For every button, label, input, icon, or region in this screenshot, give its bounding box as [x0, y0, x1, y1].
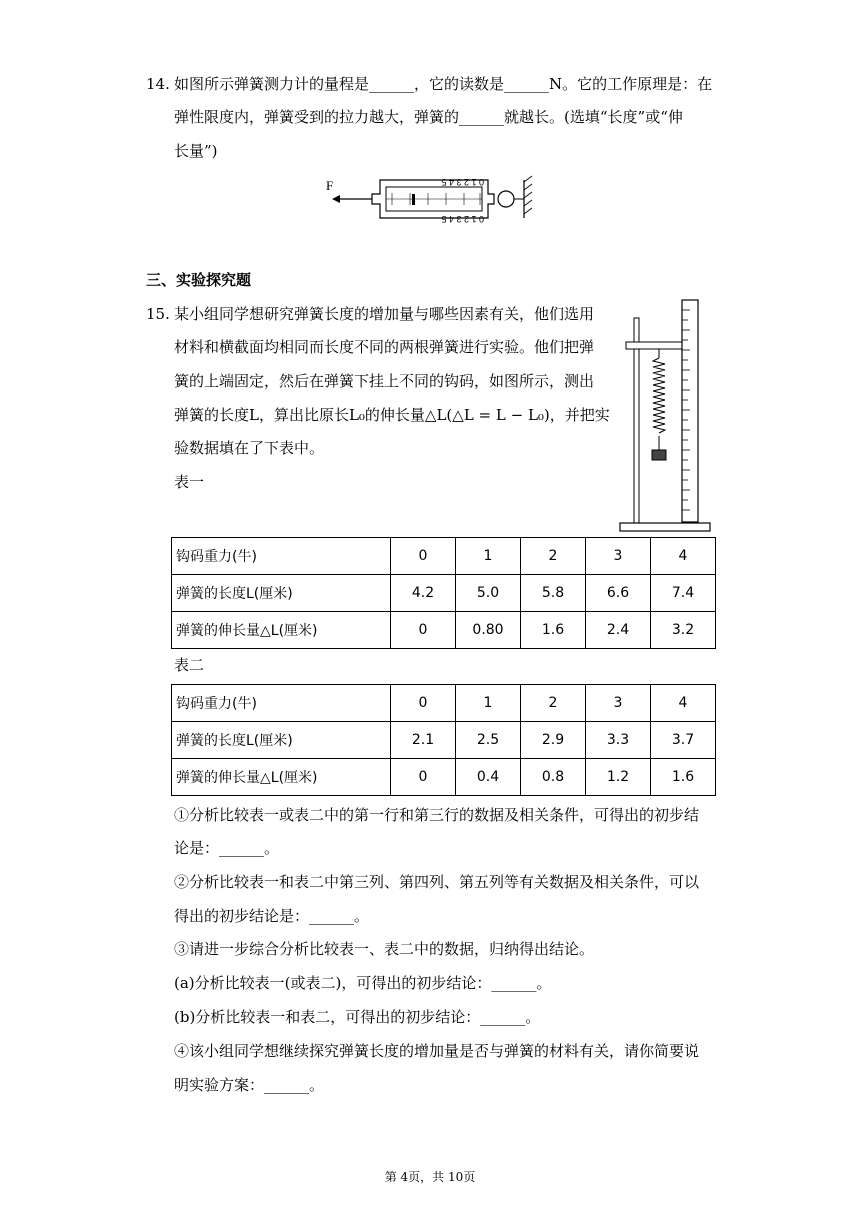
q14-text-line3: 长量”) [174, 142, 218, 160]
force-label: F [326, 178, 334, 193]
table-cell: 4 [651, 538, 716, 575]
q15-text-line1: 某小组同学想研究弹簧长度的增加量与哪些因素有关，他们选用 [174, 305, 595, 323]
table2-label: 表二 [174, 656, 205, 674]
table-cell: 2.9 [521, 722, 586, 759]
table-cell: 1 [456, 538, 521, 575]
table-cell: 4.2 [391, 575, 456, 612]
table-cell: 4 [651, 685, 716, 722]
table-row [172, 612, 716, 649]
table-cell: 0 [391, 685, 456, 722]
table-cell: 0 [391, 612, 456, 649]
row-header: 弹簧的伸长量△L(厘米) [172, 612, 391, 649]
table-cell: 3.3 [586, 722, 651, 759]
q14-text-line2: 弹性限度内，弹簧受到的拉力越大，弹簧的______就越长。(选填“长度”或“伸 [174, 108, 683, 126]
row-header: 钩码重力(牛) [172, 685, 391, 722]
table-cell: 7.4 [651, 575, 716, 612]
table-row [172, 575, 716, 612]
table-cell: 2 [521, 538, 586, 575]
table-row [172, 722, 716, 759]
table1-label: 表一 [174, 473, 205, 491]
table-row [172, 759, 716, 796]
table-cell: 1 [456, 685, 521, 722]
row-header: 弹簧的伸长量△L(厘米) [172, 759, 391, 796]
table-cell: 2 [521, 685, 586, 722]
q15-text-line4: 弹簧的长度L，算出比原长L₀的伸长量△L(△L = L − L₀)，并把实 [174, 406, 610, 424]
subq4-line2: 明实验方案：______。 [174, 1076, 325, 1094]
scale-top-digits: 0 1 2 3 4 5 [441, 177, 484, 187]
subq3b-line: (b)分析比较表一和表二，可得出的初步结论：______。 [174, 1008, 541, 1026]
section-title: 三、实验探究题 [146, 271, 252, 289]
table-row [172, 538, 716, 575]
question-number-15: 15. [146, 305, 170, 323]
spring-stand-figure [616, 298, 712, 536]
row-header: 弹簧的长度L(厘米) [172, 722, 391, 759]
table-cell: 2.5 [456, 722, 521, 759]
table1 [171, 537, 716, 649]
table-cell: 0.4 [456, 759, 521, 796]
q15-text-line3: 簧的上端固定，然后在弹簧下挂上不同的钩码，如图所示，测出 [174, 372, 595, 390]
row-header: 钩码重力(牛) [172, 538, 391, 575]
page-footer: 第 4页，共 10页 [384, 1170, 476, 1184]
table-cell: 1.6 [521, 612, 586, 649]
table-cell: 0.80 [456, 612, 521, 649]
subq3-line: ③请进一步综合分析比较表一、表二中的数据，归纳得出结论。 [174, 940, 595, 958]
table2 [171, 684, 716, 796]
subq1-line1: ①分析比较表一或表二中的第一行和第三行的数据及相关条件，可得出的初步结 [174, 806, 700, 824]
subq3a-line: (a)分析比较表一(或表二)，可得出的初步结论：______。 [174, 974, 552, 992]
subq2-line2: 得出的初步结论是：______。 [174, 907, 370, 925]
table-cell: 1.6 [651, 759, 716, 796]
subq2-line1: ②分析比较表一和表二中第三列、第四列、第五列等有关数据及相关条件，可以 [174, 873, 700, 891]
table-cell: 5.8 [521, 575, 586, 612]
table-cell: 0 [391, 759, 456, 796]
q15-text-line2: 材料和横截面均相同而长度不同的两根弹簧进行实验。他们把弹 [174, 338, 595, 356]
question-number-14: 14. [146, 75, 170, 93]
q14-text-line1: 如图所示弹簧测力计的量程是______，它的读数是______N。它的工作原理是：在 [174, 75, 713, 93]
row-header: 弹簧的长度L(厘米) [172, 575, 391, 612]
table-cell: 3 [586, 538, 651, 575]
table-cell: 5.0 [456, 575, 521, 612]
table-cell: 1.2 [586, 759, 651, 796]
table-cell: 2.4 [586, 612, 651, 649]
table-cell: 3.7 [651, 722, 716, 759]
subq4-line1: ④该小组同学想继续探究弹簧长度的增加量是否与弹簧的材料有关，请你简要说 [174, 1042, 700, 1060]
table-cell: 2.1 [391, 722, 456, 759]
table-row [172, 685, 716, 722]
table-cell: 3 [586, 685, 651, 722]
table-cell: 3.2 [651, 612, 716, 649]
table-cell: 0.8 [521, 759, 586, 796]
q15-text-line5: 验数据填在了下表中。 [174, 439, 325, 457]
subq1-line2: 论是：______。 [174, 839, 280, 857]
scale-bottom-digits: 0 1 2 3 4 5 [441, 214, 484, 224]
spring-scale-figure [320, 170, 550, 232]
table-cell: 0 [391, 538, 456, 575]
table-cell: 6.6 [586, 575, 651, 612]
